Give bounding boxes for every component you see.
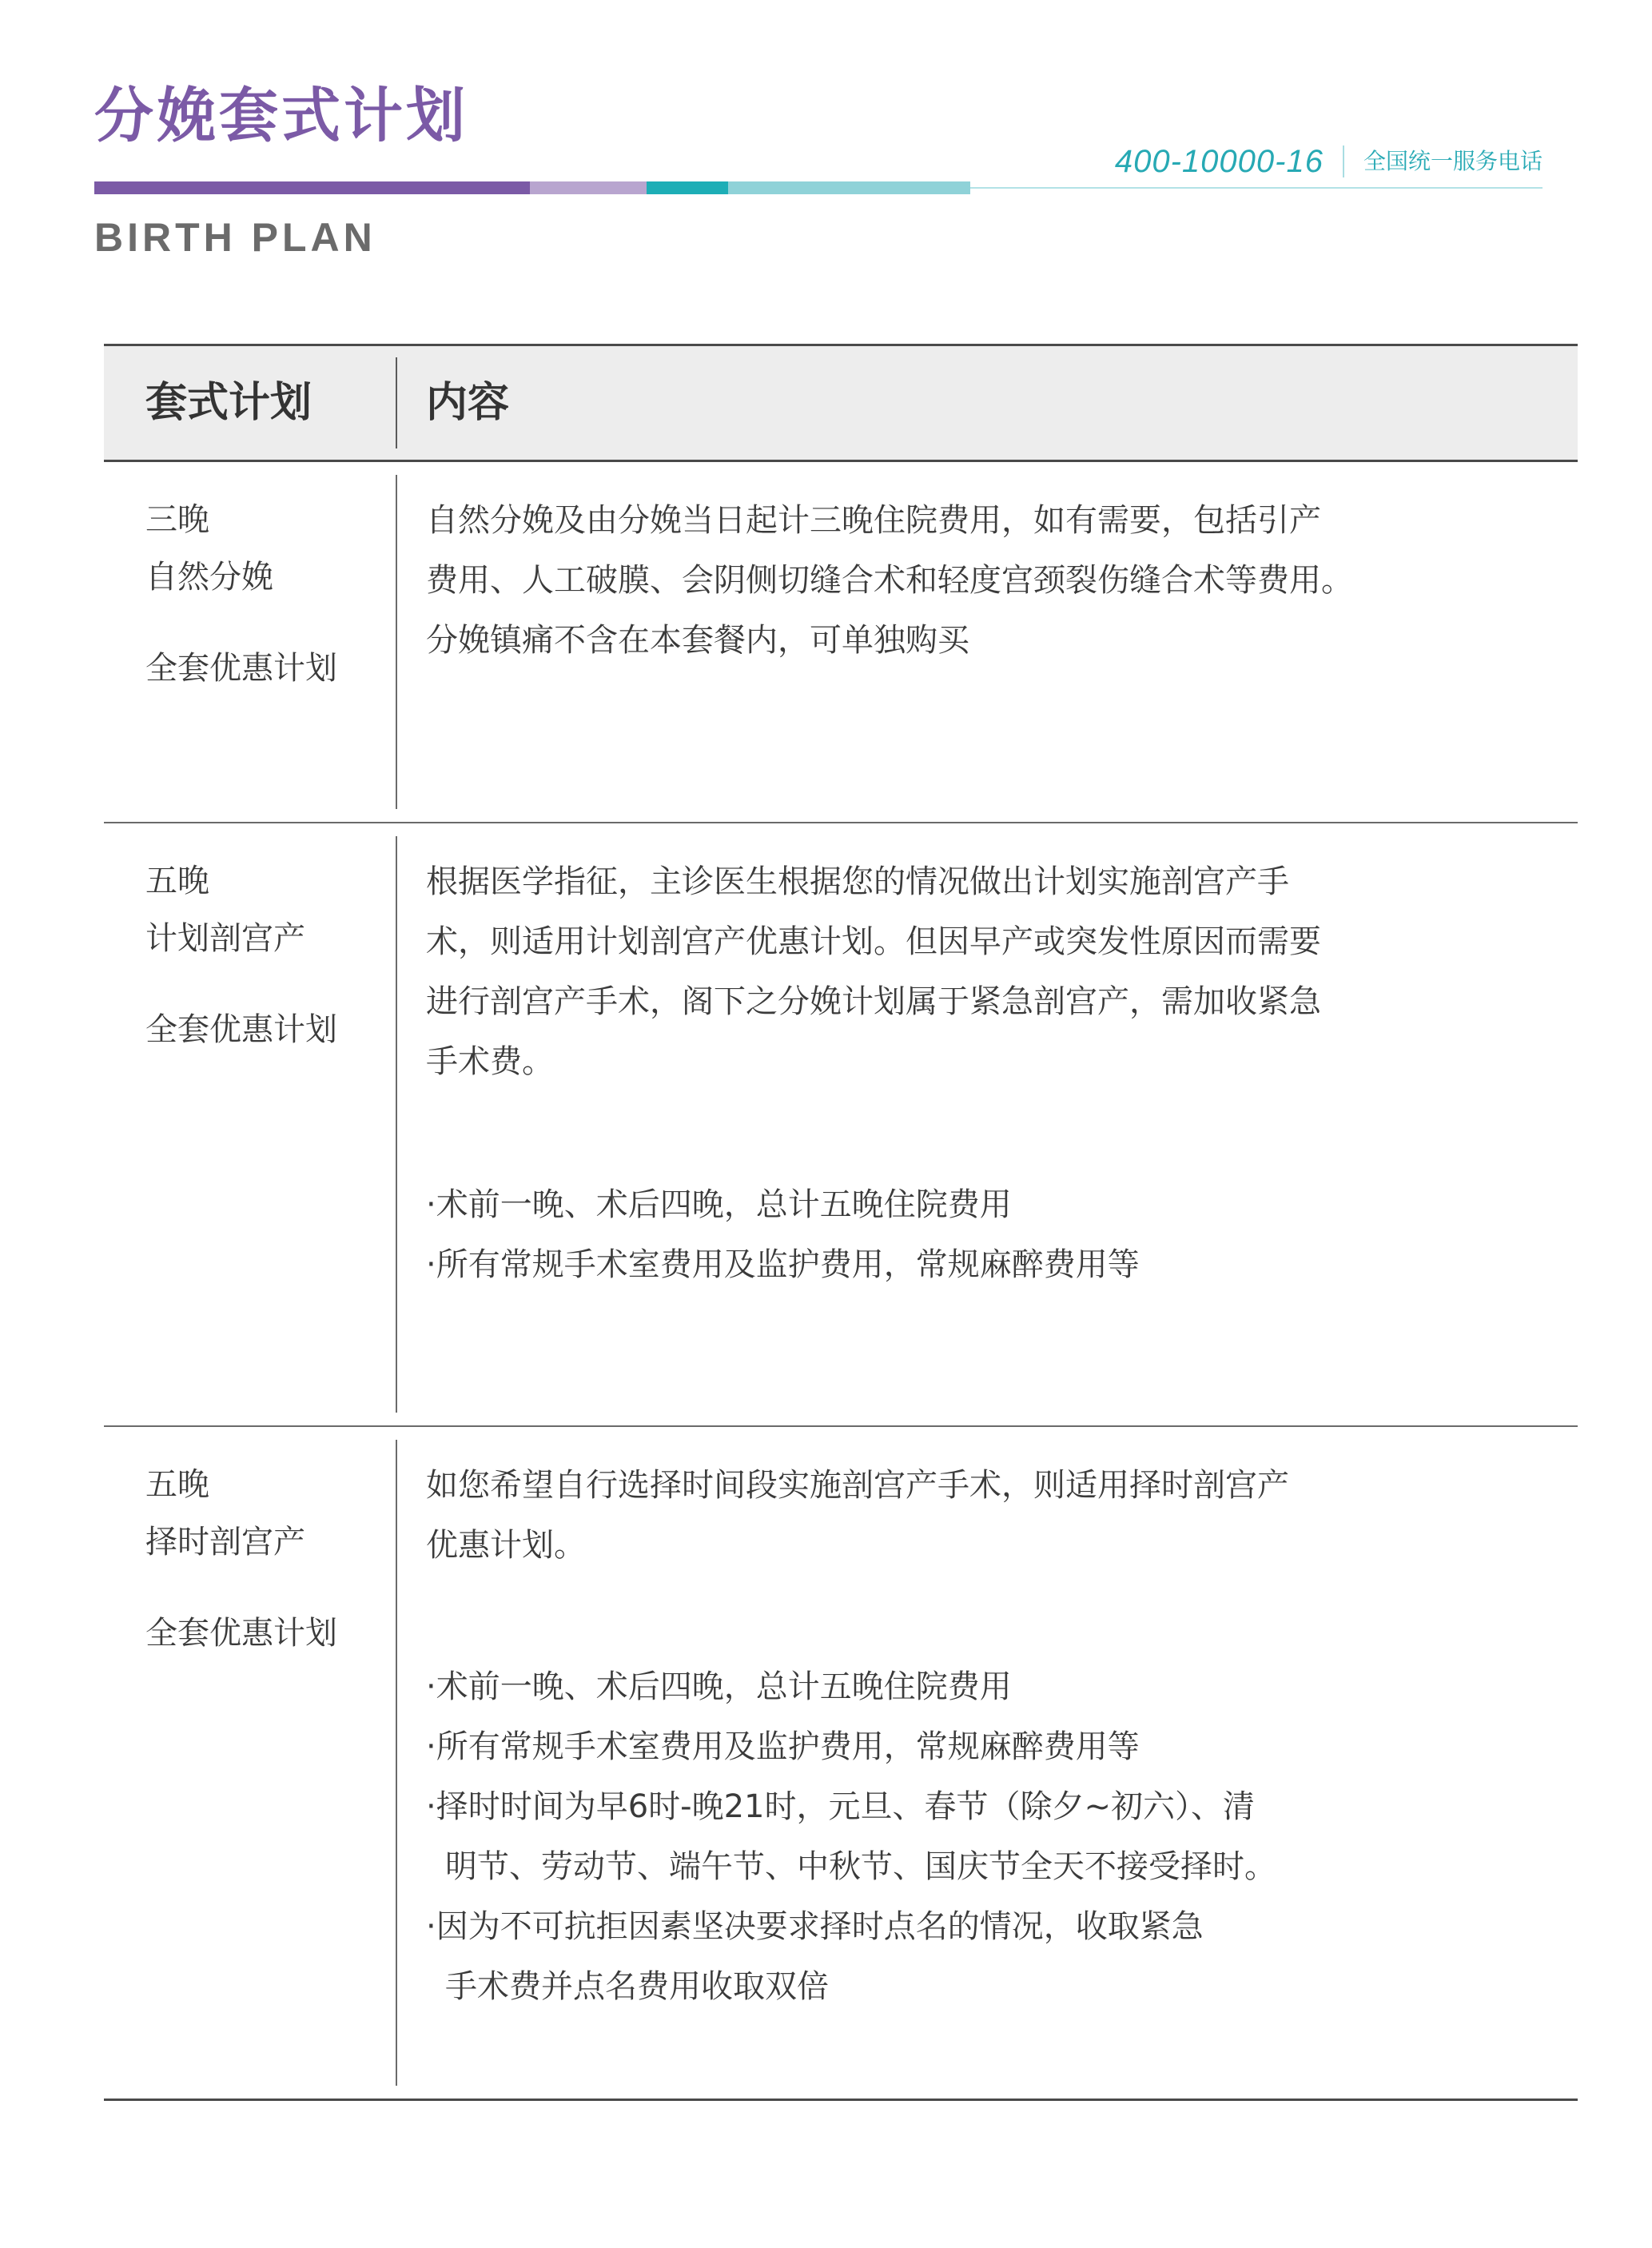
column-divider — [396, 475, 397, 809]
page-title: 分娩套式计划 — [94, 82, 468, 150]
table-row — [104, 462, 1578, 823]
column-divider — [396, 836, 397, 1413]
bullet-item: ·所有常规手术室费用及监护费用，常规麻醉费用等 — [426, 1728, 1140, 1765]
content-line: 手术费。 — [426, 1043, 554, 1080]
content-line: 费用、人工破膜、会阴侧切缝合术和轻度宫颈裂伤缝合术等费用。 — [426, 562, 1353, 599]
plan-tag: 全套优惠计划 — [145, 1011, 337, 1048]
plan-name-line2: 计划剖宫产 — [145, 920, 305, 957]
bullet-list — [426, 1175, 1529, 1295]
color-bar-segment-teal — [647, 181, 728, 194]
color-bar-segment-light-teal — [728, 181, 970, 194]
bullet-item: ·所有常规手术室费用及监护费用，常规麻醉费用等 — [426, 1246, 1140, 1283]
content-line: 进行剖宫产手术，阁下之分娩计划属于紧急剖宫产，需加收紧急 — [426, 983, 1321, 1020]
header-thin-line — [970, 187, 1543, 189]
plan-name-line1: 五晚 — [145, 1466, 209, 1503]
content-line: 优惠计划。 — [426, 1527, 586, 1564]
plan-name-line1: 三晚 — [145, 501, 209, 538]
table-row — [104, 823, 1578, 1427]
column-header-plan: 套式计划 — [145, 379, 312, 427]
content-line: 自然分娩及由分娩当日起计三晚住院费用，如有需要，包括引产 — [426, 502, 1321, 539]
column-divider — [396, 357, 397, 448]
plan-tag: 全套优惠计划 — [145, 650, 337, 687]
hotline — [1115, 145, 1543, 177]
plan-name-cell — [145, 491, 337, 697]
column-header-content: 内容 — [426, 379, 510, 427]
bullet-list — [426, 1657, 1529, 2017]
bullet-item-continuation: 明节、劳动节、端午节、中秋节、国庆节全天不接受择时。 — [445, 1848, 1276, 1885]
table-row — [104, 1427, 1578, 2101]
page-subtitle: BIRTH PLAN — [94, 215, 376, 260]
plan-content-cell — [426, 491, 1529, 671]
plan-tag: 全套优惠计划 — [145, 1615, 337, 1652]
birth-plan-table — [104, 344, 1578, 2101]
table-header-row — [104, 346, 1578, 462]
content-line: 分娩镇痛不含在本套餐内，可单独购买 — [426, 622, 969, 659]
plan-name-cell — [145, 1456, 337, 1662]
column-divider — [396, 1440, 397, 2086]
plan-content-cell — [426, 852, 1529, 1295]
color-bar-segment-light-purple — [530, 181, 647, 194]
content-line: 根据医学指征，主诊医生根据您的情况做出计划实施剖宫产手 — [426, 863, 1289, 900]
hotline-label: 全国统一服务电话 — [1363, 148, 1543, 174]
plan-name-line2: 择时剖宫产 — [145, 1524, 305, 1560]
plan-content-cell — [426, 1456, 1529, 2017]
plan-name-cell — [145, 852, 337, 1058]
bullet-item-continuation: 手术费并点名费用收取双倍 — [445, 1968, 829, 2005]
content-line: 术，则适用计划剖宫产优惠计划。但因早产或突发性原因而需要 — [426, 923, 1321, 960]
bullet-item: ·术前一晚、术后四晚，总计五晚住院费用 — [426, 1186, 1012, 1223]
bullet-item: ·因为不可抗拒因素坚决要求择时点名的情况，收取紧急 — [426, 1908, 1204, 1945]
plan-name-line2: 自然分娩 — [145, 559, 273, 596]
bullet-item: ·择时时间为早6时-晚21时，元旦、春节（除夕~初六）、清 — [426, 1788, 1256, 1825]
hotline-divider — [1343, 145, 1344, 177]
bullet-item: ·术前一晚、术后四晚，总计五晚住院费用 — [426, 1668, 1012, 1705]
hotline-number[interactable]: 400-10000-16 — [1114, 144, 1324, 179]
color-bar-segment-purple — [94, 181, 530, 194]
content-line: 如您希望自行选择时间段实施剖宫产手术，则适用择时剖宫产 — [426, 1467, 1289, 1504]
plan-name-line1: 五晚 — [145, 863, 209, 899]
header-color-bar — [94, 181, 970, 194]
